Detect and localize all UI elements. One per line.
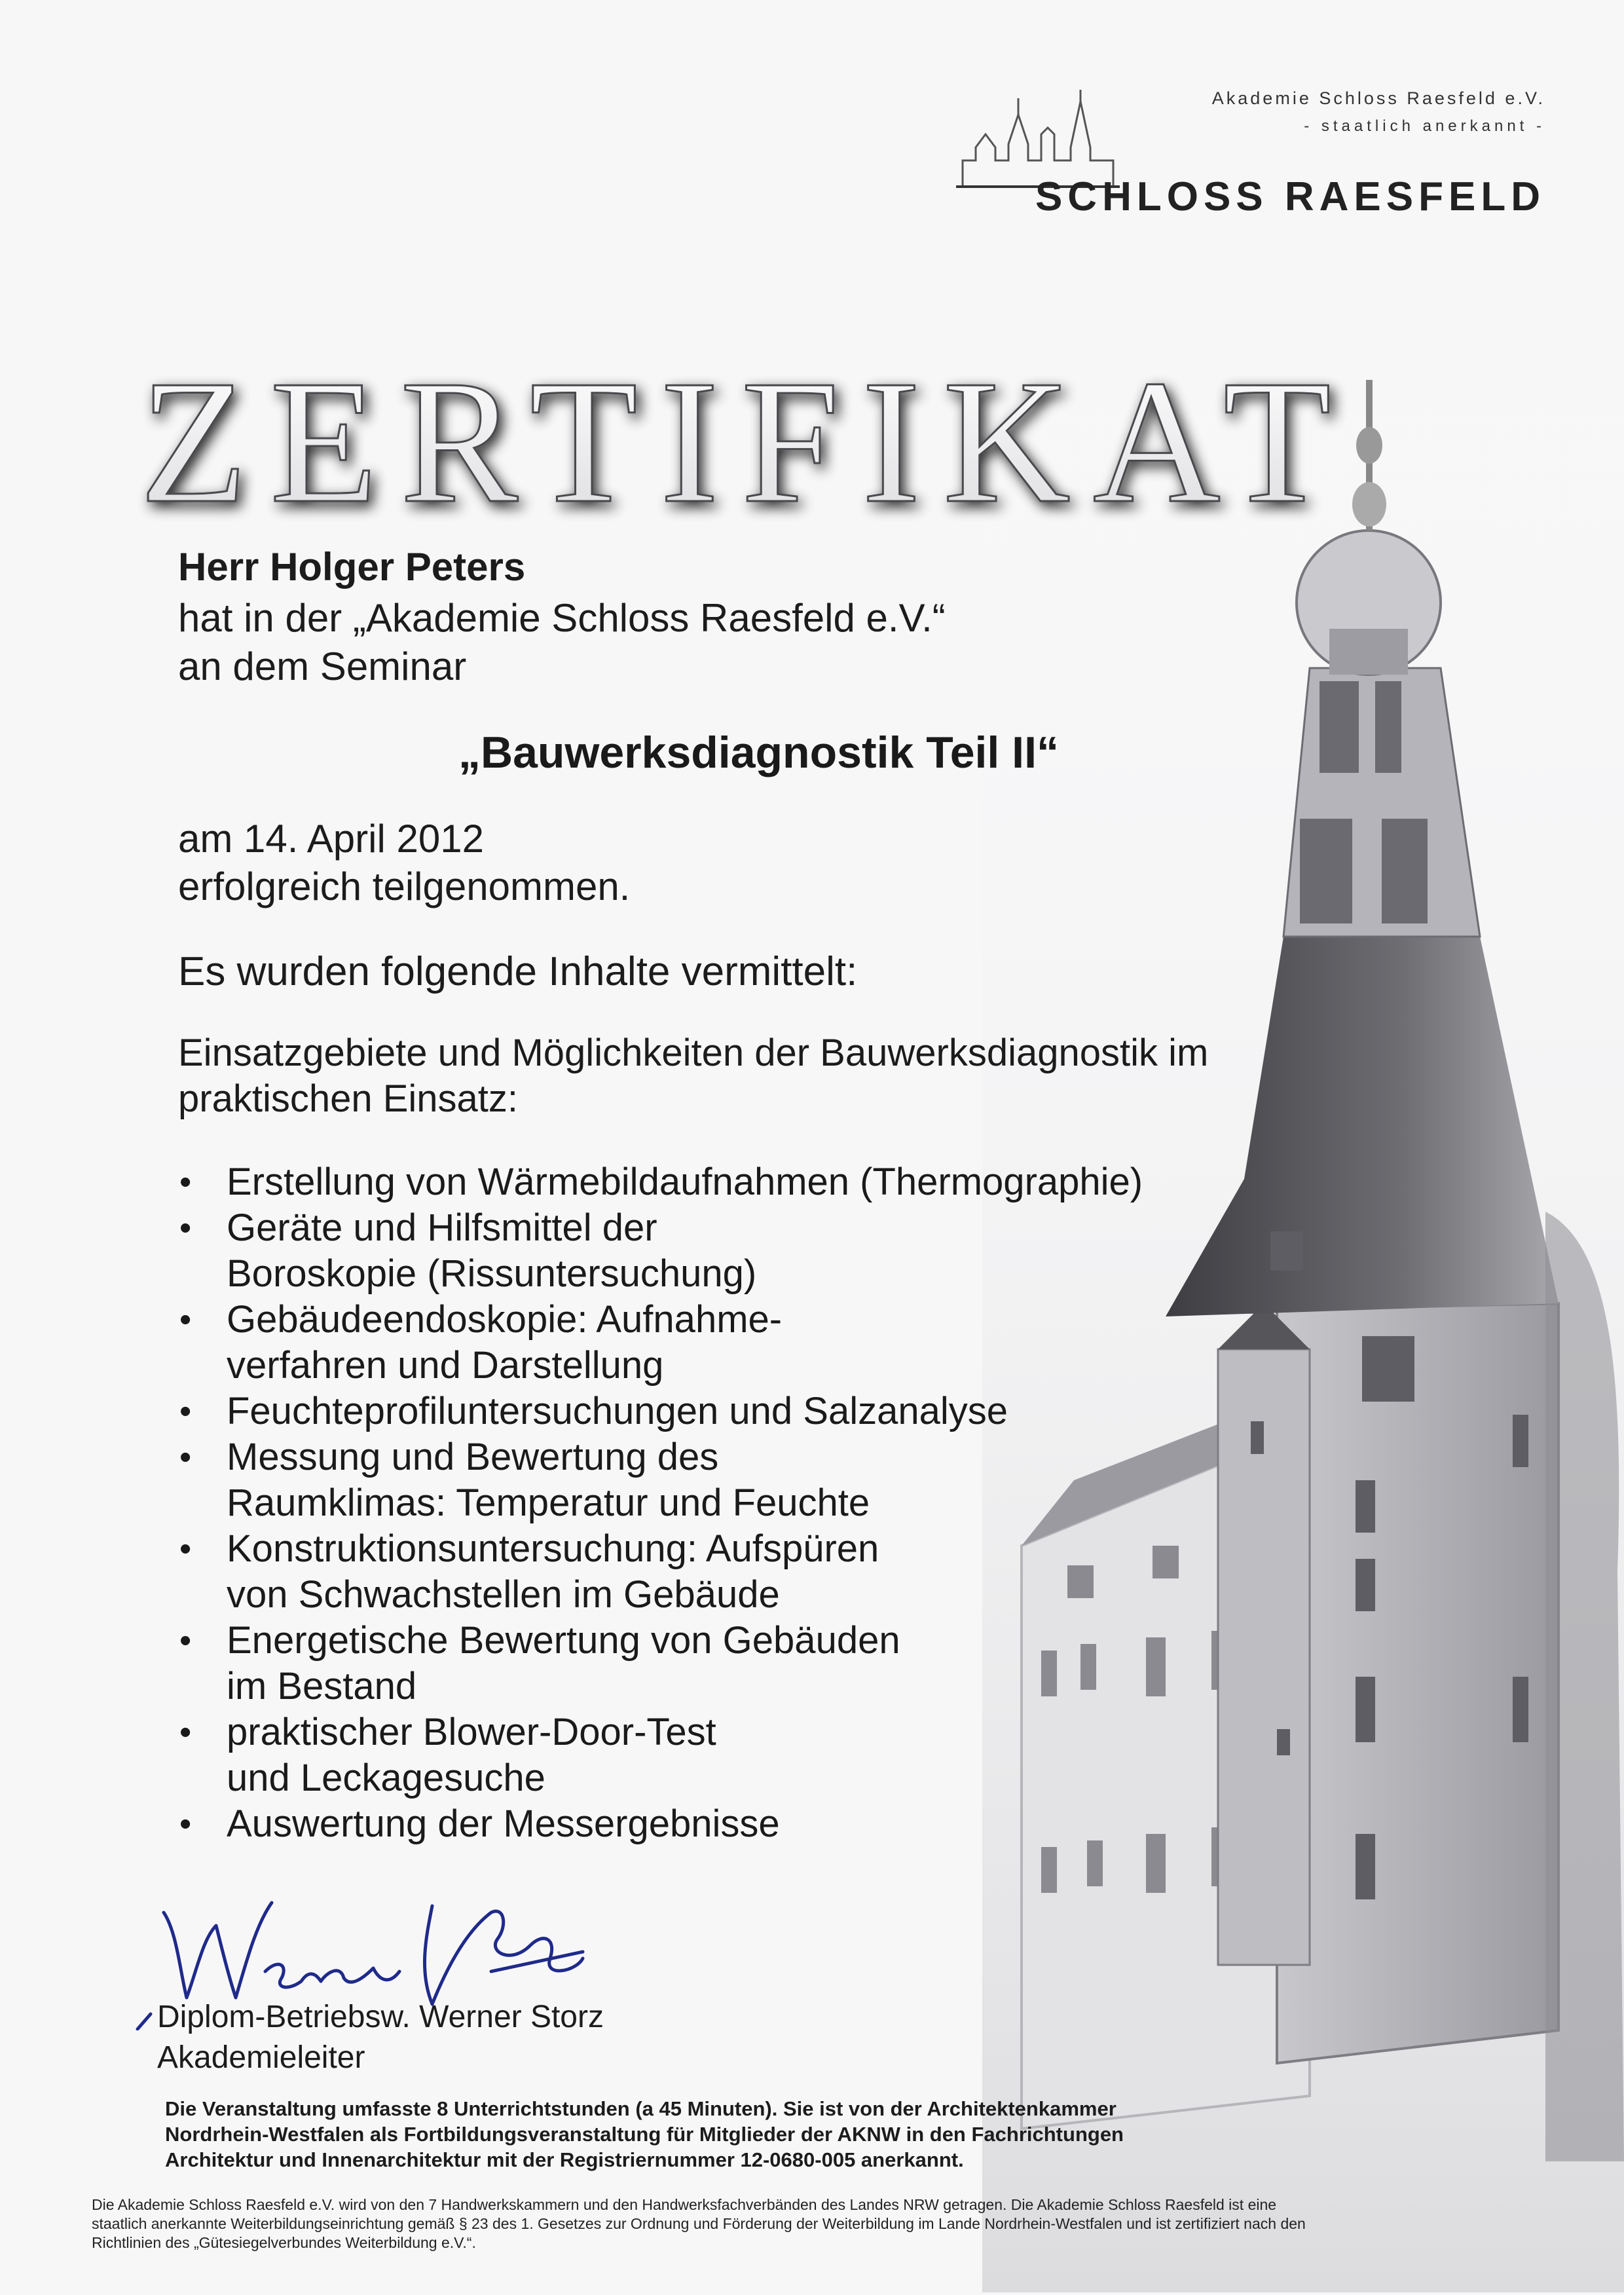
content-list-item-line: im Bestand	[227, 1665, 417, 1707]
content-list-item	[177, 1159, 1159, 1205]
content-list-item-line: Erstellung von Wärmebildaufnahmen (Thermographie)	[227, 1161, 1143, 1203]
content-list-item-line: Feuchteprofiluntersuchungen und Salzanalyse	[227, 1390, 1008, 1432]
content-list-item-line: Energetische Bewertung von Gebäuden	[227, 1619, 900, 1662]
content-list-item	[177, 1297, 1159, 1389]
signer-name: Diplom-Betriebsw. Werner Storz	[157, 2000, 604, 2034]
seminar-intro-line: an dem Seminar	[178, 644, 467, 688]
title-text: ZERTIFIKAT	[139, 344, 1354, 537]
content-list-item	[177, 1709, 1159, 1801]
bullet-icon: •	[179, 1438, 192, 1476]
bullet-icon: •	[179, 1622, 192, 1660]
content-list-item-line: verfahren und Darstellung	[227, 1344, 664, 1387]
bullet-icon: •	[179, 1713, 192, 1751]
content-list-item-line: Messung und Bewertung des	[227, 1436, 719, 1478]
signer-role: Akademieleiter	[157, 2040, 365, 2075]
academy-logo	[956, 88, 1545, 233]
bullet-icon: •	[179, 1209, 192, 1247]
recipient-name: Herr Holger Peters	[178, 545, 526, 589]
bullet-icon: •	[179, 1392, 192, 1430]
content-list-item-line: Konstruktionsuntersuchung: Aufspüren	[227, 1527, 879, 1570]
content-list-item-line: von Schwachstellen im Gebäude	[227, 1573, 780, 1616]
bullet-icon: •	[179, 1805, 192, 1843]
content-list-item	[177, 1205, 1159, 1297]
certificate-title	[124, 341, 1369, 537]
contents-lead: Einsatzgebiete und Möglichkeiten der Bauwerksdiagnostik im praktischen Einsatz:	[178, 1032, 1209, 1120]
contents-list	[177, 1159, 1159, 1847]
academy-name: Akademie Schloss Raesfeld e.V.	[1211, 88, 1545, 108]
content-list-item-line: Raumklimas: Temperatur und Feuchte	[227, 1482, 870, 1524]
content-list-item-line: und Leckagesuche	[227, 1757, 545, 1799]
brand-name: SCHLOSS RAESFELD	[1035, 174, 1545, 219]
academy-participation-line: hat in der „Akademie Schloss Raesfeld e.V.“	[178, 596, 946, 640]
content-list-item-line: Auswertung der Messergebnisse	[227, 1802, 780, 1845]
content-list-item	[177, 1526, 1159, 1618]
content-list-item-line: Boroskopie (Rissuntersuchung)	[227, 1252, 757, 1295]
bullet-icon: •	[179, 1163, 192, 1201]
content-list-item-line: praktischer Blower-Door-Test	[227, 1711, 716, 1753]
content-list-item-line: Gebäudeendoskopie: Aufnahme-	[227, 1298, 783, 1341]
content-list-item	[177, 1434, 1159, 1526]
footer-text: Die Akademie Schloss Raesfeld e.V. wird von den 7 Handwerkskammern und den Handwerksfachverbänden des Landes NRW getragen. Die Akademie Schloss Raesfeld ist eine staatlich anerkannte Weiterbildungseinrichtung gemäß § 23 des 1. Gesetzes zur Ordnung und Förderung der Weiterbildung im Lande Nordrhein-Westfalen und ist zertifiziert nach den Richtlinien des „Gütesiegelverbundes Weiterbildung e.V.“.	[92, 2196, 1306, 2251]
content-list-item	[177, 1389, 1159, 1434]
content-list-item-line: Geräte und Hilfsmittel der	[227, 1206, 657, 1249]
bullet-icon: •	[179, 1301, 192, 1339]
content-list-item	[177, 1801, 1159, 1847]
seminar-date: am 14. April 2012	[178, 817, 484, 861]
bullet-icon: •	[179, 1530, 192, 1568]
contents-intro: Es wurden folgende Inhalte vermittelt:	[178, 949, 858, 994]
content-list-item	[177, 1618, 1159, 1709]
recognition-line: - staatlich anerkannt -	[1304, 117, 1545, 135]
seminar-title: „Bauwerksdiagnostik Teil II“	[458, 728, 1059, 777]
completion-line: erfolgreich teilgenommen.	[178, 865, 631, 908]
accreditation-note: Die Veranstaltung umfasste 8 Unterrichtstunden (a 45 Minuten). Sie ist von der Architektenkammer Nordrhein-Westfalen als Fortbildungsveranstaltung für Mitglieder der AKNW in den Fachrichtungen Architektur und Innenarchitektur mit der Registriernummer 12-0680-005 anerkannt.	[165, 2097, 1124, 2171]
